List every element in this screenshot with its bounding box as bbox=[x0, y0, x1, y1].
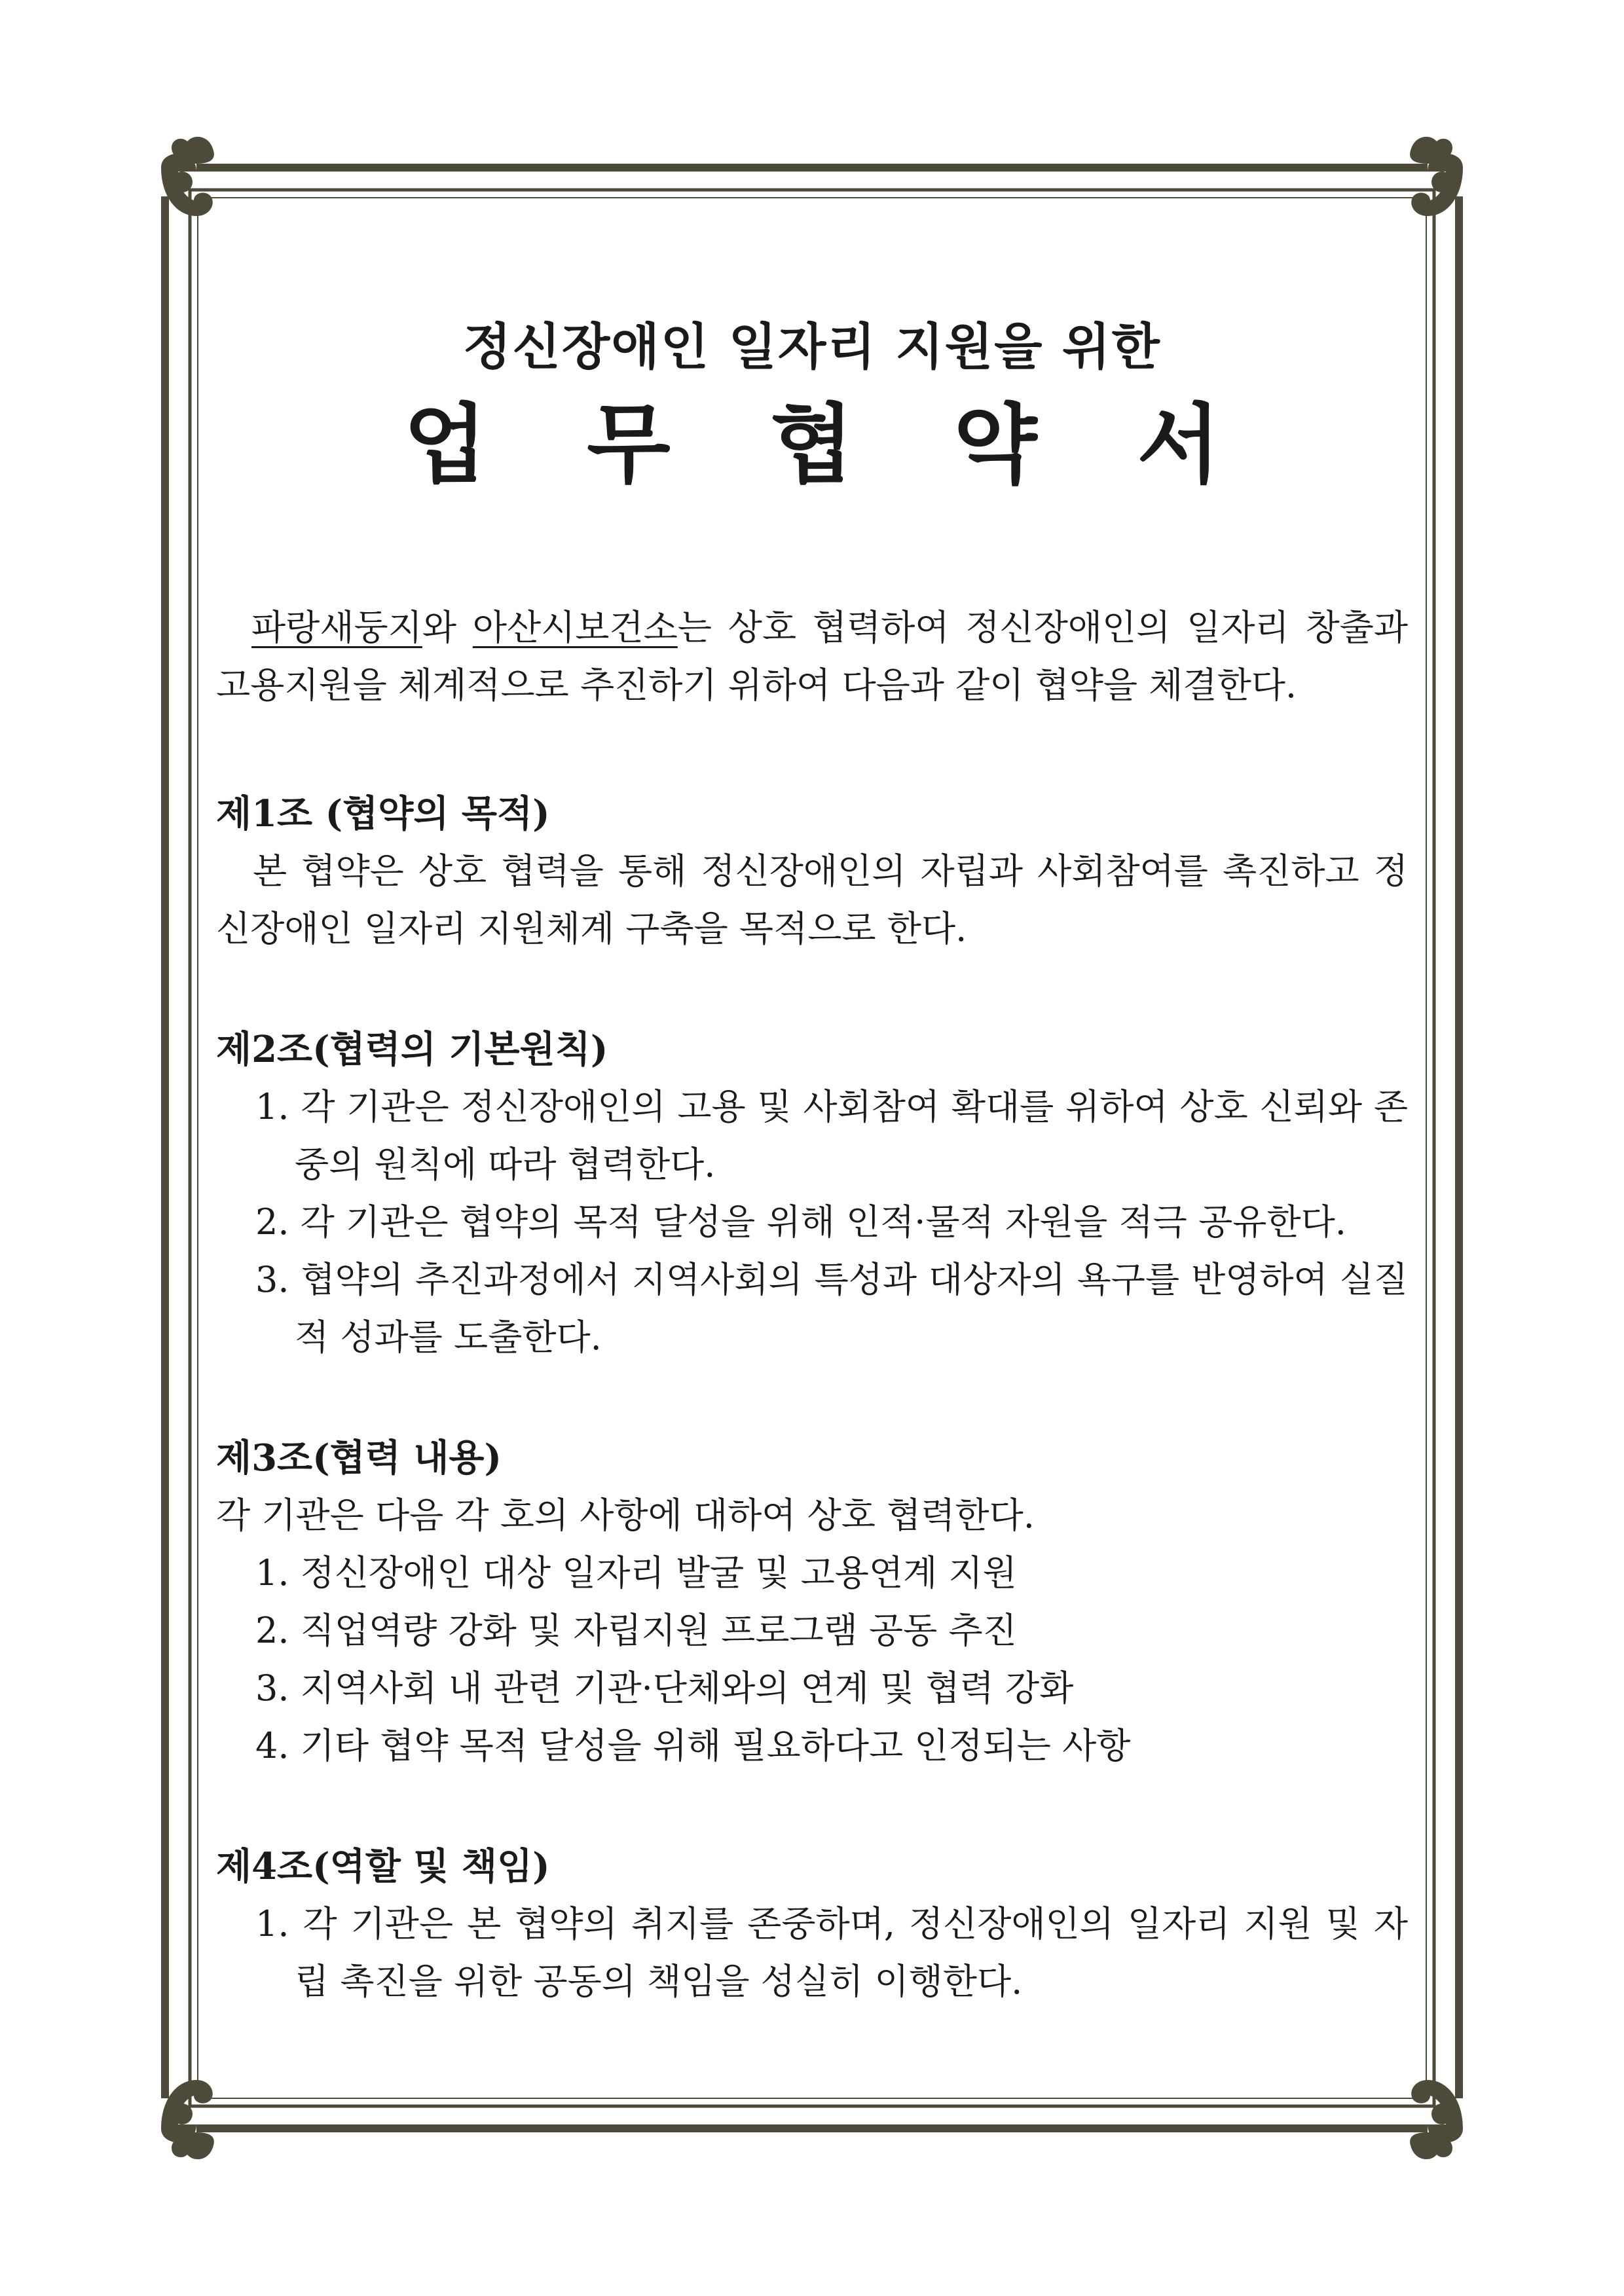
corner-ornament-bottom-right-icon bbox=[1410, 2080, 1463, 2159]
list-item: 1. 각 기관은 정신장애인의 고용 및 사회참여 확대를 위하여 상호 신뢰와 존중의 원칙에 따라 협력한다. bbox=[255, 1086, 1408, 1185]
document-title bbox=[157, 395, 1467, 496]
corner-ornament-bottom-left-icon bbox=[161, 2080, 214, 2159]
list-item: 3. 협약의 추진과정에서 지역사회의 특성과 대상자의 욕구를 반영하여 실질적 성과를 도출한다. bbox=[255, 1259, 1408, 1358]
list-item: 1. 정신장애인 대상 일자리 발굴 및 고용연계 지원 bbox=[255, 1552, 1017, 1594]
list-item: 3. 지역사회 내 관련 기관·단체와의 연계 및 협력 강화 bbox=[255, 1667, 1074, 1709]
list-item: 1. 각 기관은 본 협약의 취지를 존중하며, 정신장애인의 일자리 지원 및 자립 촉진을 위한 공동의 책임을 성실히 이행한다. bbox=[255, 1903, 1408, 2002]
intro-text: 는 상호 협력하여 정신장애인의 일자리 창출과 고용지원을 체계적으로 추진하기 위하여 다음과 같이 협약을 체결한다. bbox=[216, 607, 1408, 706]
article-lead: 각 기관은 다음 각 호의 사항에 대하여 상호 협력한다. bbox=[216, 1495, 1035, 1536]
intro-paragraph bbox=[216, 599, 1408, 714]
corner-ornament-top-left-icon bbox=[161, 137, 214, 216]
article-title: 제1조 (협약의 목적) bbox=[216, 792, 550, 835]
article-items bbox=[216, 1895, 1408, 2011]
title-char: 서 bbox=[1137, 395, 1221, 496]
list-item: 4. 기타 협약 목적 달성을 위해 필요하다고 인정되는 사항 bbox=[255, 1725, 1131, 1766]
party-two-name: 아산시보건소 bbox=[472, 607, 678, 648]
title-char: 업 bbox=[403, 395, 487, 496]
intro-connector: 와 bbox=[422, 607, 473, 648]
article-4 bbox=[216, 1838, 1408, 2011]
party-one-name: 파랑새둥지 bbox=[251, 607, 422, 648]
article-1 bbox=[216, 785, 1408, 958]
article-text: 본 협약은 상호 협력을 통해 정신장애인의 자립과 사회참여를 촉진하고 정신장애인 일자리 지원체계 구축을 목적으로 한다. bbox=[216, 850, 1408, 949]
article-title: 제3조(협력 내용) bbox=[216, 1436, 502, 1480]
document-subtitle: 정신장애인 일자리 지원을 위한 bbox=[463, 318, 1161, 376]
title-block bbox=[157, 314, 1467, 496]
article-3 bbox=[216, 1429, 1408, 1775]
title-char: 협 bbox=[770, 395, 854, 496]
article-items bbox=[216, 1078, 1408, 1366]
article-items bbox=[216, 1544, 1408, 1775]
title-char: 약 bbox=[953, 395, 1037, 496]
corner-ornament-top-right-icon bbox=[1410, 137, 1463, 216]
document-body bbox=[216, 599, 1408, 2011]
article-title: 제2조(협력의 기본원칙) bbox=[216, 1028, 608, 1071]
title-char: 무 bbox=[587, 395, 671, 496]
article-2 bbox=[216, 1021, 1408, 1366]
list-item: 2. 직업역량 강화 및 자립지원 프로그램 공동 추진 bbox=[255, 1610, 1017, 1651]
article-title: 제4조(역할 및 책임) bbox=[216, 1845, 550, 1888]
list-item: 2. 각 기관은 협약의 목적 달성을 위해 인적·물적 자원을 적극 공유한다. bbox=[255, 1201, 1346, 1243]
